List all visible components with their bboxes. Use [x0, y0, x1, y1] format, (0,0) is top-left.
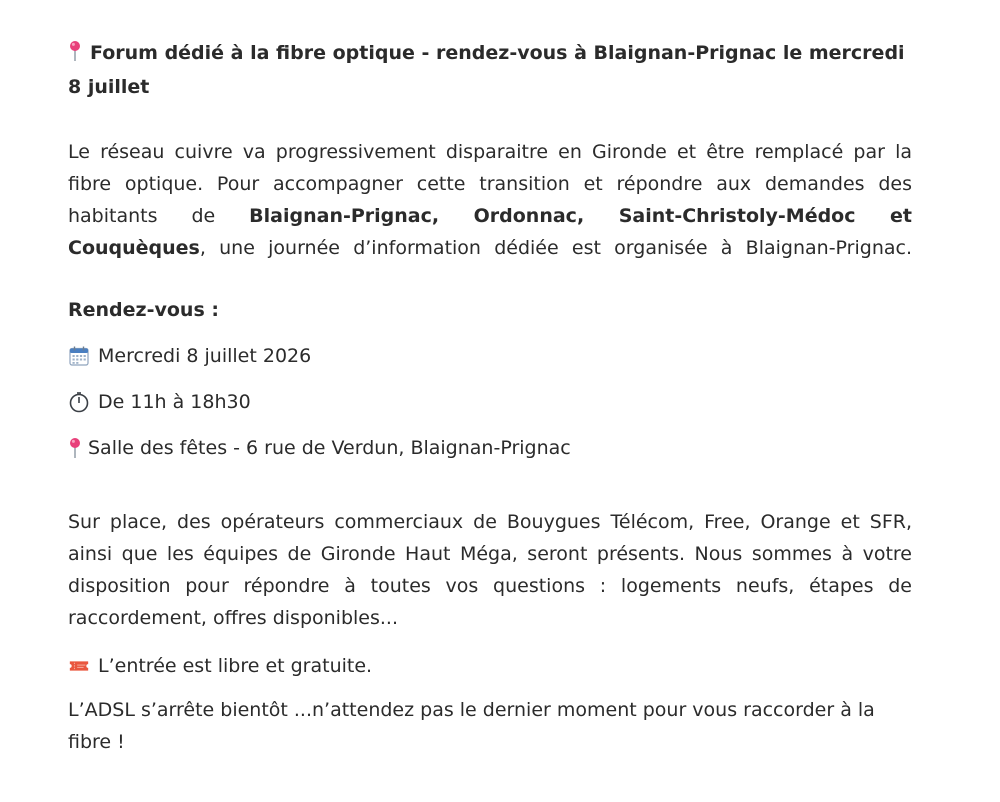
rendezvous-title: Rendez-vous :: [68, 299, 219, 321]
rendezvous-time-text: De 11h à 18h30: [98, 391, 251, 413]
round-pushpin-icon: [68, 437, 82, 459]
calendar-icon: [68, 345, 90, 367]
intro-communes: Blaignan-Prignac, Ordonnac, Saint-Christoly-Médoc et Couquèques: [68, 205, 912, 259]
ticket-icon: [68, 655, 90, 677]
rendezvous-place: [68, 432, 912, 464]
rendezvous-date: [68, 340, 912, 372]
stopwatch-icon: [68, 391, 90, 413]
forum-heading: [68, 36, 912, 104]
round-pushpin-icon: [68, 40, 82, 62]
document: [68, 36, 912, 758]
intro-text-end: , une journée d’information dédiée est organisée à Blaignan-Prignac.: [199, 237, 912, 259]
closing-line: L’ADSL s’arrête bientôt ...n’attendez pas le dernier moment pour vous raccorder à la fibre !: [68, 699, 875, 753]
forum-heading-text: Forum dédié à la fibre optique - rendez-vous à Blaignan-Prignac le mercredi 8 juillet: [68, 42, 905, 98]
intro-paragraph: [68, 136, 912, 264]
rendezvous-time: [68, 386, 912, 418]
intro-text-start: Le réseau cuivre va progressivement disparaitre en Gironde et être remplacé par la fibre optique. Pour accompagner cette transition et répondre aux demandes des habitants de: [68, 141, 912, 227]
entry-text: L’entrée est libre et gratuite.: [98, 655, 373, 677]
rendezvous-place-text: Salle des fêtes - 6 rue de Verdun, Blaignan-Prignac: [88, 437, 571, 459]
operators-paragraph: Sur place, des opérateurs commerciaux de Bouygues Télécom, Free, Orange et SFR, ainsi que les équipes de Gironde Haut Méga, seront présents. Nous sommes à votre disposition pour répondre à toutes vos questions : logements neufs, étapes de raccordement, offres disponibles...: [68, 511, 912, 629]
entry-line: [68, 650, 912, 682]
rendezvous-date-text: Mercredi 8 juillet 2026: [98, 345, 312, 367]
